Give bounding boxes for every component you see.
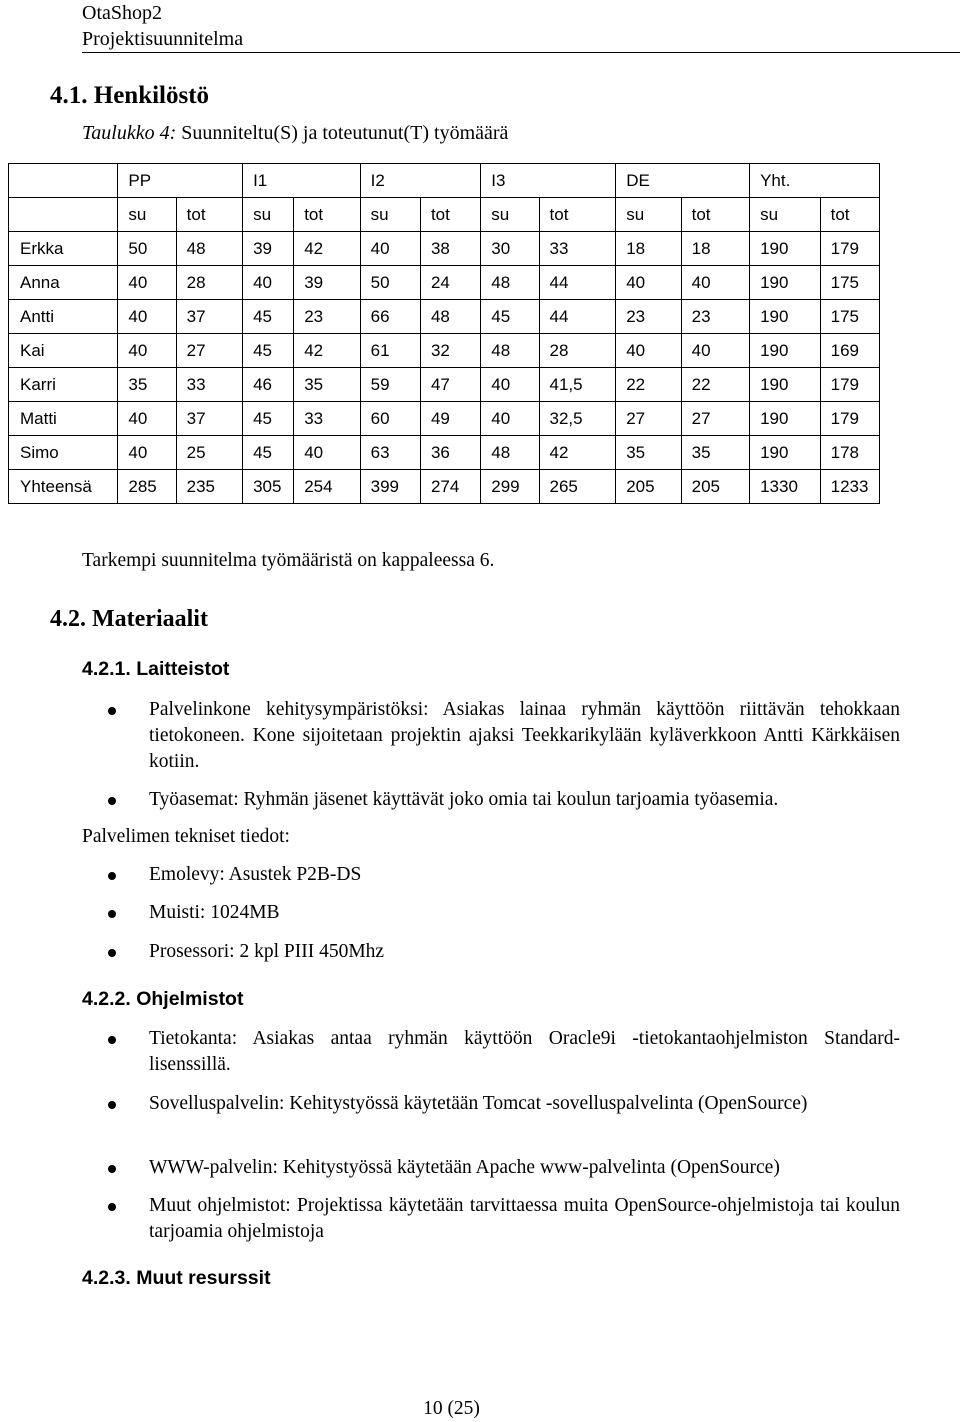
table-cell: 23 [294, 300, 360, 334]
bullet-icon [108, 797, 116, 805]
list-item-text: Muisti: 1024MB [149, 902, 280, 923]
table-caption-label: Taulukko 4: [82, 122, 177, 144]
table-row [9, 334, 880, 368]
list-item [108, 939, 900, 965]
table-subheader: tot [420, 198, 480, 232]
table-cell: 190 [750, 232, 821, 266]
table-cell: 50 [360, 266, 420, 300]
table-group-header: I2 [360, 164, 481, 198]
section-heading-4-1: 4.1. Henkilöstö [50, 82, 210, 109]
table-row-name: Yhteensä [9, 470, 118, 504]
table-caption [82, 122, 508, 145]
table-cell: 45 [481, 300, 539, 334]
table-cell: 37 [176, 402, 242, 436]
bullet-icon [108, 872, 116, 880]
table-cell: 63 [360, 436, 420, 470]
table-cell: 39 [243, 232, 294, 266]
bullet-icon [108, 949, 116, 957]
table-cell: 40 [118, 266, 176, 300]
table-cell: 42 [539, 436, 616, 470]
table-cell: 27 [616, 402, 681, 436]
table-cell: 27 [176, 334, 242, 368]
table-cell: 305 [243, 470, 294, 504]
server-specs-label: Palvelimen tekniset tiedot: [82, 826, 290, 847]
table-group-header: Yht. [750, 164, 880, 198]
bullet-icon [108, 1036, 116, 1044]
workload-note: Tarkempi suunnitelma työmääristä on kappaleessa 6. [82, 550, 495, 571]
table-cell: 40 [616, 334, 681, 368]
table-row-name: Matti [9, 402, 118, 436]
table-cell: 169 [820, 334, 879, 368]
table-group-header: I3 [481, 164, 616, 198]
table-cell: 27 [681, 402, 749, 436]
table-row-name: Karri [9, 368, 118, 402]
list-item [108, 1155, 900, 1181]
table-row [9, 436, 880, 470]
table-cell: 23 [616, 300, 681, 334]
table-cell: 175 [820, 300, 879, 334]
table-row-name: Erkka [9, 232, 118, 266]
table-cell: 36 [420, 436, 480, 470]
table-cell: 45 [243, 300, 294, 334]
table-corner-cell [9, 164, 118, 198]
table-cell: 33 [294, 402, 360, 436]
bullet-icon [108, 1165, 116, 1173]
table-subheader: su [481, 198, 539, 232]
list-item-text: Työasemat: Ryhmän jäsenet käyttävät joko omia tai koulun tarjoamia työasemia. [149, 789, 779, 810]
list-item [108, 697, 900, 775]
table-subheader: su [243, 198, 294, 232]
table-cell: 190 [750, 402, 821, 436]
table-cell: 35 [616, 436, 681, 470]
table-cell: 37 [176, 300, 242, 334]
table-cell: 49 [420, 402, 480, 436]
table-row [9, 300, 880, 334]
table-cell: 66 [360, 300, 420, 334]
table-cell: 33 [176, 368, 242, 402]
list-item [108, 1091, 900, 1117]
table-cell: 35 [681, 436, 749, 470]
table-cell: 48 [420, 300, 480, 334]
table-row [9, 232, 880, 266]
table-cell: 179 [820, 368, 879, 402]
table-cell: 59 [360, 368, 420, 402]
table-cell: 190 [750, 300, 821, 334]
list-item-text: Muut ohjelmistot: Projektissa käytetään tarvittaessa muita OpenSource-ohjelmistoja tai koulun tarjoamia ohjelmistoja [149, 1195, 900, 1242]
table-cell: 32 [420, 334, 480, 368]
table-cell: 190 [750, 436, 821, 470]
table-subheader: su [360, 198, 420, 232]
table-cell: 179 [820, 402, 879, 436]
section-heading-4-2-2: 4.2.2. Ohjelmistot [82, 988, 244, 1010]
table-cell: 18 [616, 232, 681, 266]
table-cell: 60 [360, 402, 420, 436]
table-cell: 40 [118, 436, 176, 470]
table-cell: 40 [118, 300, 176, 334]
table-cell: 205 [681, 470, 749, 504]
list-item [108, 1026, 900, 1078]
table-cell: 40 [481, 402, 539, 436]
table-subheader: su [118, 198, 176, 232]
table-row [9, 266, 880, 300]
table-cell: 40 [481, 368, 539, 402]
bullet-icon [108, 1203, 116, 1211]
table-group-header-row [9, 164, 880, 198]
table-cell: 35 [118, 368, 176, 402]
table-group-header: PP [118, 164, 243, 198]
table-cell: 254 [294, 470, 360, 504]
list-item-text: Prosessori: 2 kpl PIII 450Mhz [149, 941, 385, 962]
table-cell: 33 [539, 232, 616, 266]
table-cell: 235 [176, 470, 242, 504]
table-cell: 41,5 [539, 368, 616, 402]
page-number: 10 (25) [423, 1398, 480, 1419]
table-cell: 178 [820, 436, 879, 470]
table-cell: 1233 [820, 470, 879, 504]
table-group-header: DE [616, 164, 750, 198]
table-cell: 22 [681, 368, 749, 402]
table-cell: 1330 [750, 470, 821, 504]
table-cell: 48 [481, 334, 539, 368]
table-cell: 179 [820, 232, 879, 266]
table-cell: 274 [420, 470, 480, 504]
table-cell: 50 [118, 232, 176, 266]
document-header [82, 0, 243, 52]
table-cell: 190 [750, 368, 821, 402]
table-cell: 285 [118, 470, 176, 504]
workload-table [8, 163, 880, 504]
table-cell: 24 [420, 266, 480, 300]
list-item-text: WWW-palvelin: Kehitystyössä käytetään Apache www-palvelinta (OpenSource) [149, 1157, 780, 1178]
table-cell: 47 [420, 368, 480, 402]
list-item [108, 900, 900, 926]
table-caption-text: Suunniteltu(S) ja toteutunut(T) työmäärä [176, 122, 509, 144]
table-cell: 38 [420, 232, 480, 266]
bullet-icon [108, 707, 116, 715]
table-cell: 40 [360, 232, 420, 266]
table-cell: 175 [820, 266, 879, 300]
table-cell: 28 [176, 266, 242, 300]
table-subheader-row [9, 198, 880, 232]
table-row [9, 402, 880, 436]
table-row-name: Kai [9, 334, 118, 368]
table-cell: 61 [360, 334, 420, 368]
section-heading-4-2-1: 4.2.1. Laitteistot [82, 658, 230, 680]
table-cell: 40 [294, 436, 360, 470]
table-cell: 45 [243, 402, 294, 436]
section-heading-4-2-3: 4.2.3. Muut resurssit [82, 1267, 271, 1289]
table-cell: 39 [294, 266, 360, 300]
table-group-header: I1 [243, 164, 361, 198]
table-cell: 42 [294, 334, 360, 368]
table-cell: 48 [481, 266, 539, 300]
table-cell: 299 [481, 470, 539, 504]
section-heading-4-2: 4.2. Materiaalit [50, 606, 208, 632]
table-cell: 42 [294, 232, 360, 266]
table-cell: 40 [681, 334, 749, 368]
table-cell: 40 [118, 402, 176, 436]
table-cell: 265 [539, 470, 616, 504]
table-cell: 48 [481, 436, 539, 470]
table-cell: 22 [616, 368, 681, 402]
list-item [108, 1193, 900, 1245]
table-cell: 190 [750, 266, 821, 300]
list-item-text: Palvelinkone kehitysympäristöksi: Asiakas lainaa ryhmän käyttöön riittävän tehokkaan tietokoneen. Kone sijoitetaan projektin ajaksi Teekkarikylään kyläverkkoon Antti Kärkkäisen kotiin. [149, 699, 900, 772]
table-cell: 45 [243, 334, 294, 368]
table-cell: 40 [681, 266, 749, 300]
table-subheader: su [750, 198, 821, 232]
table-subheader: tot [539, 198, 616, 232]
table-cell: 190 [750, 334, 821, 368]
header-rule [82, 52, 960, 53]
bullet-icon [108, 910, 116, 918]
list-item [108, 787, 900, 813]
table-cell: 28 [539, 334, 616, 368]
table-row [9, 470, 880, 504]
table-row [9, 368, 880, 402]
table-cell: 18 [681, 232, 749, 266]
table-cell: 40 [118, 334, 176, 368]
header-document-type: Projektisuunnitelma [82, 28, 244, 50]
table-cell: 25 [176, 436, 242, 470]
list-item-text: Sovelluspalvelin: Kehitystyössä käytetään Tomcat -sovelluspalvelinta (OpenSource) [149, 1093, 808, 1114]
bullet-icon [108, 1101, 116, 1109]
table-subheader: tot [681, 198, 749, 232]
table-cell: 30 [481, 232, 539, 266]
list-item-text: Tietokanta: Asiakas antaa ryhmän käyttöön Oracle9i -tietokantaohjelmiston Standard-lisenssillä. [149, 1028, 900, 1075]
table-row-name: Anna [9, 266, 118, 300]
table-cell: 35 [294, 368, 360, 402]
table-subheader: tot [820, 198, 879, 232]
table-cell: 45 [243, 436, 294, 470]
table-cell: 40 [243, 266, 294, 300]
list-item [108, 862, 900, 888]
header-project-name: OtaShop2 [82, 2, 162, 24]
table-cell: 48 [176, 232, 242, 266]
table-cell: 23 [681, 300, 749, 334]
table-cell: 40 [616, 266, 681, 300]
table-cell: 44 [539, 300, 616, 334]
table-row-name: Simo [9, 436, 118, 470]
table-cell: 399 [360, 470, 420, 504]
table-subheader: su [616, 198, 681, 232]
table-subheader: tot [176, 198, 242, 232]
table-cell: 32,5 [539, 402, 616, 436]
table-row-name: Antti [9, 300, 118, 334]
table-cell: 44 [539, 266, 616, 300]
table-subheader: tot [294, 198, 360, 232]
table-corner-cell [9, 198, 118, 232]
table-cell: 46 [243, 368, 294, 402]
table-cell: 205 [616, 470, 681, 504]
list-item-text: Emolevy: Asustek P2B-DS [149, 864, 362, 885]
